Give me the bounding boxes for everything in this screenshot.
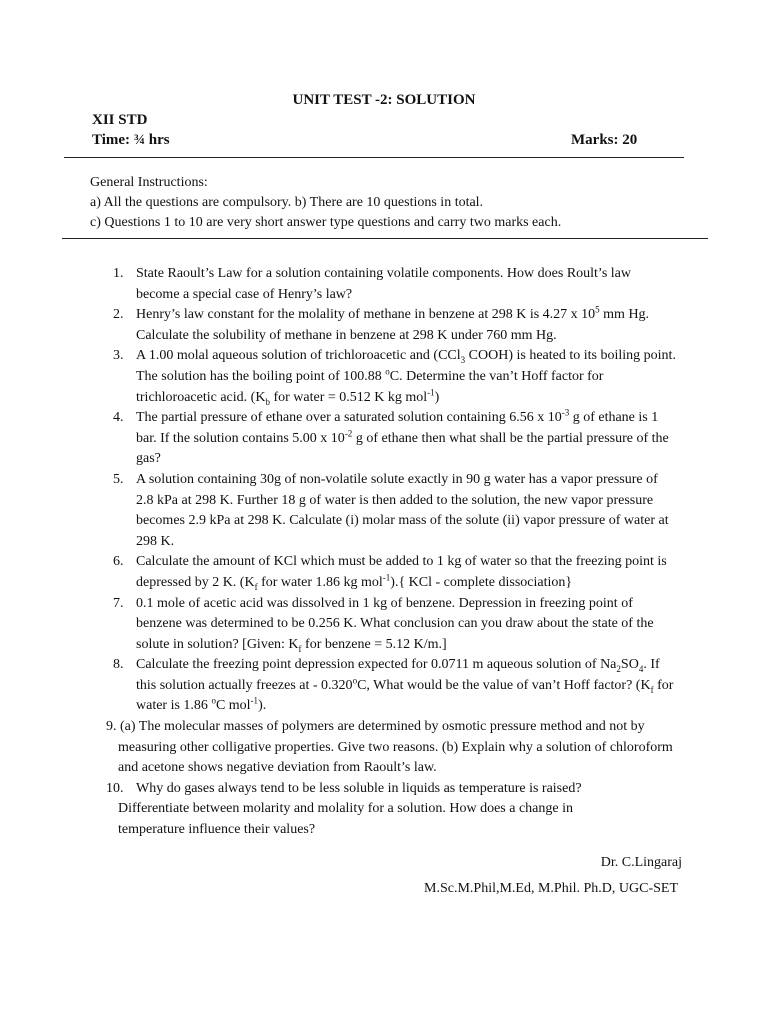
subscript: b (265, 396, 270, 407)
question-text: A solution containing 30g of non-volatile solute exactly in 90 g water has a vapor pressure of 2.8 kPa at 298 K. Further 18 g of water is then added to the solution, the new vapor pressure becomes 2.9 kPa at 298 K. Calculate (i) molar mass of the solute (ii) vapor pressure of water at 298 K. (136, 471, 669, 549)
page-title: UNIT TEST -2: SOLUTION (292, 92, 476, 108)
marks-label: Marks: 20 (571, 132, 638, 148)
question-1 (0, 264, 676, 305)
question-text: State Raoult’s Law for a solution containing volatile components. How does Roult’s law become a special case of Henry’s law? (136, 266, 631, 302)
question-text: C mol (215, 698, 251, 714)
question-text: SO (620, 657, 639, 673)
question-text: ). (258, 698, 267, 714)
question-8 (0, 655, 676, 717)
class-label: XII STD (92, 112, 148, 128)
question-list (0, 264, 768, 841)
question-text: The partial pressure of ethane over a saturated solution containing 6.56 x 10 (136, 410, 562, 426)
superscript: -3 (561, 407, 570, 418)
question-5 (0, 470, 676, 552)
question-text: COOH) is heated to its boiling point. The solution has the boiling point of 100.88 (136, 348, 676, 384)
question-text: Why do gases always tend to be less soluble in liquids as temperature is raised? (136, 780, 582, 796)
superscript: -2 (344, 428, 353, 439)
instruction-line: a) All the questions are compulsory. b) There are 10 questions in total. (90, 195, 484, 210)
author-name: Dr. C.Lingaraj (600, 855, 682, 870)
question-number: 7. (113, 595, 124, 611)
question-text: for water 1.86 kg mol (257, 574, 383, 590)
question-text: g of ethane is 1 bar. If the solution contains 5.00 x 10 (136, 410, 659, 446)
question-4 (0, 408, 676, 470)
superscript: o (385, 366, 390, 377)
time-label: Time: ¾ hrs (92, 132, 170, 148)
subscript: f (254, 581, 258, 592)
question-text: g of ethane then what shall be the partial pressure of the gas? (136, 430, 669, 467)
exponent: 5 (595, 304, 600, 315)
question-text: temperature influence their values? (118, 822, 316, 838)
instruction-line: c) Questions 1 to 10 are very short answer type questions and carry two marks each. (90, 215, 562, 230)
subscript: 2 (616, 664, 621, 675)
question-number: 1. (113, 266, 124, 281)
author-qualifications: M.Sc.M.Phil,M.Ed, M.Phil. Ph.D, UGC-SET (424, 881, 678, 896)
question-text: for water is 1.86 (136, 677, 674, 714)
question-text: A 1.00 molal aqueous solution of trichloroacetic and (CCl (136, 348, 461, 364)
divider (62, 238, 708, 239)
question-text: for water = 0.512 K kg mol (269, 389, 428, 405)
question-number: 4. (113, 410, 124, 426)
question-text: C, What would be the value of van’t Hoff factor? (K (357, 677, 651, 693)
question-text: Calculate the freezing point depression expected for 0.0711 m aqueous solution of Na (136, 657, 617, 673)
question-text: Henry’s law constant for the molality of methane in benzene at 298 K is 4.27 x 10 (136, 307, 596, 323)
superscript: -1 (382, 572, 391, 583)
question-text: 9. (a) The molecular masses of polymers are determined by osmotic pressure method and not by measuring other colligative properties. Give two reasons. (b) Explain why a solution of chloroform and acetone shows negative deviation from Raoult’s law. (106, 719, 673, 776)
subscript: f (298, 643, 302, 654)
question-3 (0, 346, 676, 408)
general-instructions (90, 173, 561, 233)
question-text: ) (434, 389, 440, 405)
question-number: 5. (113, 471, 124, 487)
question-6 (0, 552, 676, 593)
question-10 (0, 779, 678, 841)
question-2 (0, 305, 676, 346)
superscript: -1 (427, 386, 435, 397)
question-9 (0, 717, 678, 779)
superscript: o (211, 695, 216, 706)
question-number: 3. (113, 348, 124, 364)
question-text: ).{ KCl - complete dissociation} (390, 574, 573, 590)
instructions-heading: General Instructions: (90, 175, 208, 190)
question-number: 10. (106, 780, 124, 796)
subscript: 3 (460, 355, 466, 366)
superscript: o (352, 675, 358, 686)
divider (64, 157, 684, 158)
question-text: Calculate the amount of KCl which must be added to 1 kg of water so that the freezing point is depressed by 2 K. (K (136, 554, 667, 590)
subscript: 4 (638, 664, 644, 675)
question-text: Differentiate between molarity and molality for a solution. How does a change in (118, 801, 573, 817)
question-number: 6. (113, 554, 124, 570)
question-text: 0.1 mole of acetic acid was dissolved in 1 kg of benzene. Depression in freezing point of benzene was determined to be 0.256 K. What conclusion can you draw about the state of the solute in solution? [Given: K (136, 595, 654, 652)
question-text: for benzene = 5.12 K/m.] (301, 636, 447, 652)
question-7 (0, 594, 676, 656)
question-number: 8. (113, 657, 124, 673)
question-text: C. Determine the van’t Hoff factor for trichloroacetic acid. (K (136, 368, 604, 405)
subscript: f (650, 684, 654, 695)
question-text: mm Hg. Calculate the solubility of methane in benzene at 298 K under 760 mm Hg. (136, 307, 650, 343)
superscript: -1 (250, 695, 259, 706)
question-number: 2. (113, 307, 124, 323)
question-text: . If this solution actually freezes at - 0.320 (136, 657, 660, 693)
